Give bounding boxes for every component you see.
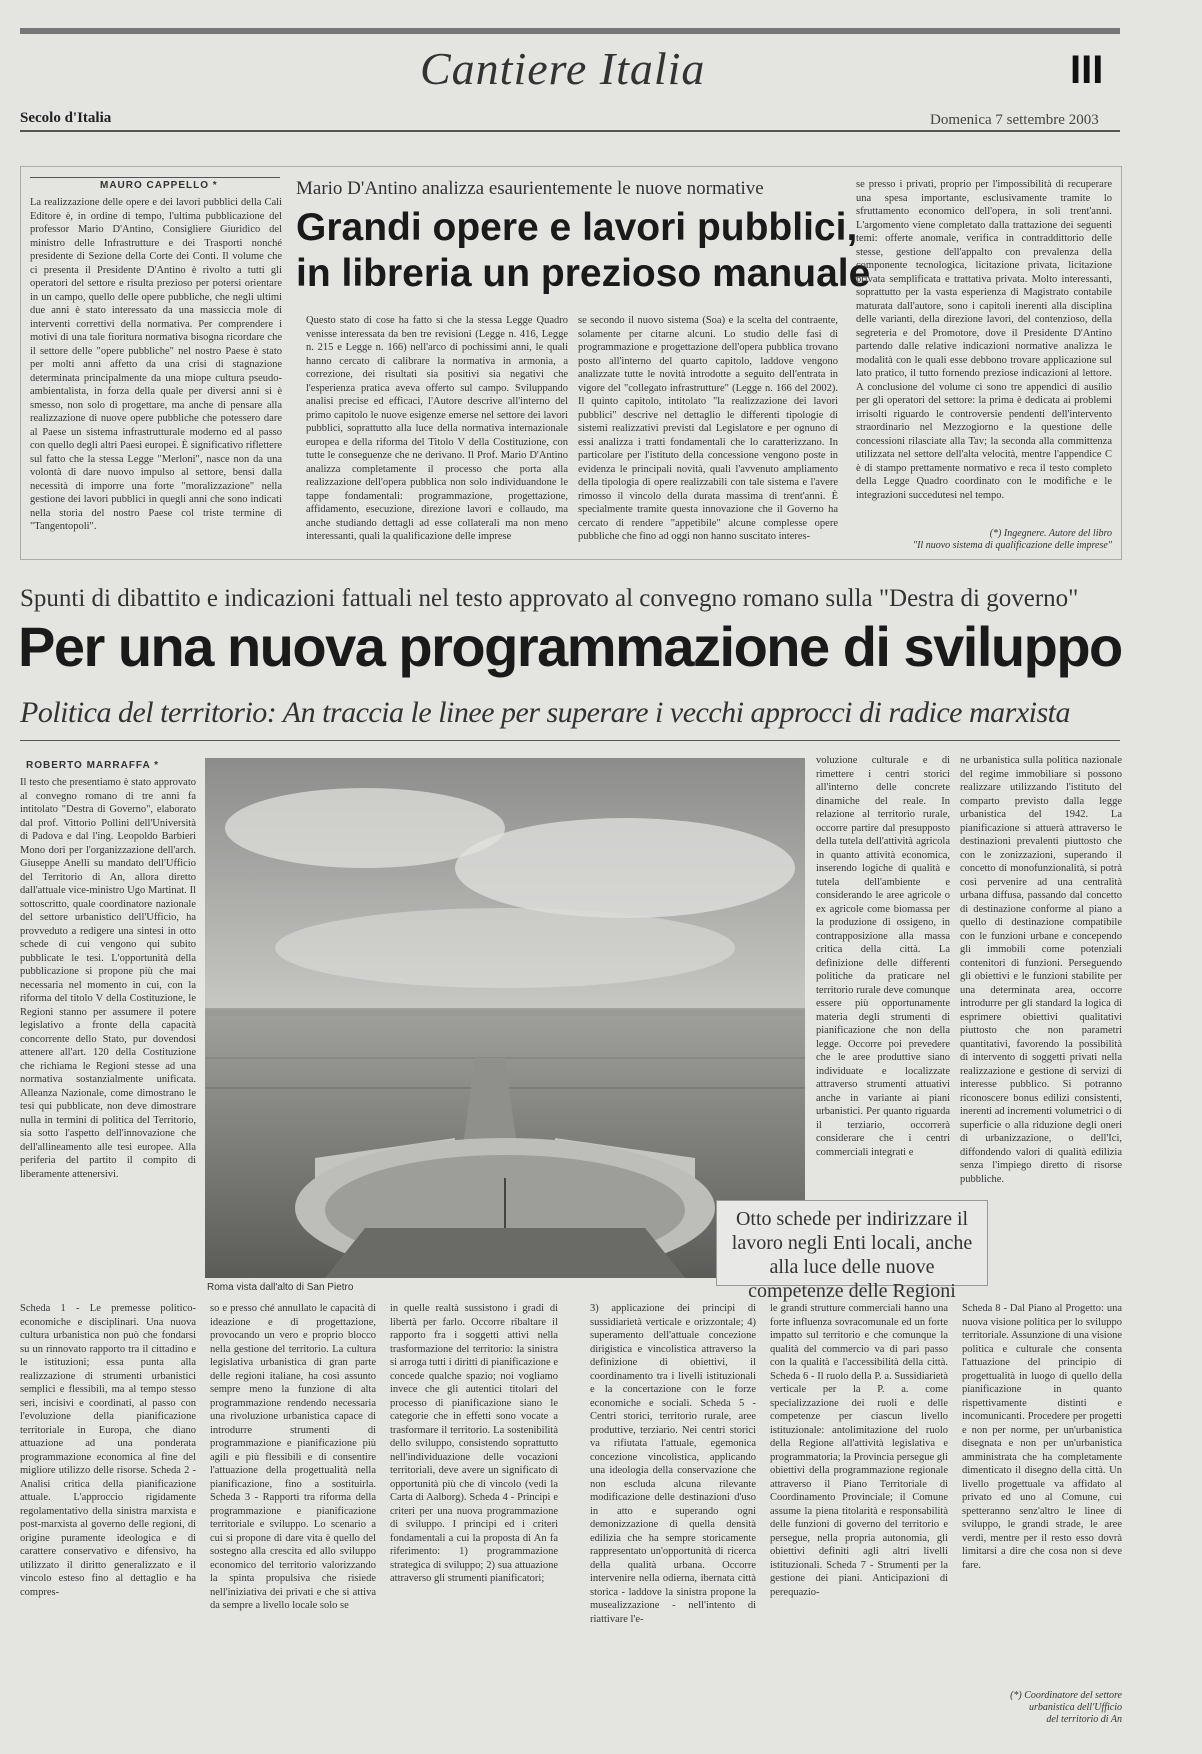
article2-col-f-text: voluzione culturale e di rimettere i centri storici all'interno delle concrete dinamiche del reale. In relazione al territorio rurale, occorre partire dal presupposto della tutela dell'attività agricola in quanto attività economica, inserendo logiche di qualità e tutela dell'ambiente e considerando le aree agricole o ex agricole come biomassa per la produzione di ossigeno, in contrapposizione alla massa critica della città. La definizione delle differenti politiche da praticare nel territorio rurale deve comunque essere più opportunamente materia degli strumenti di pianificazione che non della legge. Occorre poi prevedere che le aree produttive siano individuate e localizzate attraverso strumenti attuativi anche in variante ai piani urbanistici. Per quanto riguarda il terziario, occorrerà considerare che i centri commerciali integrati e: [816, 755, 950, 1158]
article2-col-d-text: in quelle realtà sussistono i gradi di libertà per farlo. Occorre ribaltare il rapporto fra i soggetti attivi nella trasformazione del territorio: la sinistra si arroga tutti i diritti di pianificazione e concede qualche spazio; noi vogliamo invece che gli autentici titolari del processo di pianificazione siano le categorie che in effetti sono vocate a trasformare il territorio. La sostenibilità dello sviluppo, consistendo soprattutto nell'individuazione delle vocazioni territoriali, deve avere un significato di opportunità più che di vincolo (vedi la Carta di Aalborg). Scheda 4 - Principi e criteri per una nuova programmazione di sviluppo. I principi ed i criteri fondamentali a cui la proposta di An fa riferimento: 1) programmazione strategica di sviluppo; 2) sua attuazione attraverso gli strumenti pianificatori;: [390, 1303, 558, 1584]
st-peters-photo: [205, 758, 805, 1278]
article2-col-b: [20, 1302, 196, 1742]
article2-col-b-text: Scheda 1 - Le premesse politico-economiche e disciplinari. Una nuova cultura urbanistica non può che fondarsi su un rinnovato rapporto tra il cittadino e le istituzioni; essa punta alla realizzazione di strumenti urbanistici semplici e flessibili, ma al tempo stesso seri, incisivi e coordinati, al passo con l'evoluzione della pianificazione territoriale in Europa, che diano attuazione ad una ponderata programmazione economica al fine del migliore utilizzo delle risorse. Scheda 2 - Analisi critica della pianificazione attuale. L'approccio rigidamente regolamentativo della sinistra marxista e post-marxista al governo delle regioni, di origine puramente ideologica e di carattere conservativo e difensivo, ha utilizzato il diritto generalizzato e il vincolo esteso fino al dettaglio e ha compres-: [20, 1303, 196, 1598]
article1-col4: [856, 178, 1112, 518]
article2-footnote-line2: urbanistica dell'Ufficio: [1029, 1702, 1122, 1713]
masthead-rule: [20, 130, 1120, 132]
article1-col3: [578, 314, 838, 546]
article2-kicker: Spunti di dibattito e indicazioni fattuali nel testo approvato al convegno romano sulla "Destra di governo": [20, 585, 1079, 612]
article1-subtitle: Mario D'Antino analizza esaurientemente le nuove normative: [296, 178, 764, 199]
article2-headline: Per una nuova programmazione di sviluppo: [18, 615, 1122, 678]
article2-col-g: [770, 1302, 948, 1742]
article2-col-a-text: Il testo che presentiamo è stato approvato al convegno romano di tre anni fa intitolato "Destra di Governo", elaborato dal prof. Vittorio Pollini dell'Università di Padova e dal l'ing. Leopoldo Barbieri Mono dori per l'organizzazione dell'arch. Giuseppe Anelli su mandato dell'Ufficio del Territorio di An, allora diretto dall'attuale vice-ministro Ugo Martinat. Il sottoscritto, quale coordinatore nazionale del settore urbanistico dell'Ufficio, ha provveduto a redigere una sintesi in otto schede di cui vengono qui subito pubblicate le tesi. L'opportunità della pubblicazione si propone più che mai necessaria nel momento in cui, con la riforma del titolo V della Costituzione, le Regioni stanno per assumere il potere legislativo a fronte della capacità concorrente dello Stato, pur dovendosi attenere all'art. 120 della Costituzione che richiama le Regioni stesse ad una normativa sostanzialmente unificata. Alleanza Nazionale, come dimostrano le tesi qui pubblicate, non deve dimostrare nulla in termini di politica del Territorio, sia sotto l'aspetto dell'innovazione che dell'allineamento alle tesi europee. Alla periferia del partito il compito di liberamente attenersivi.: [20, 777, 196, 1180]
article2-footnote-line3: del territorio di An: [1046, 1714, 1122, 1725]
article1-col1-text: La realizzazione delle opere e dei lavori pubblici della Cali Editore è, in ordine di tempo, l'ultima pubblicazione del professor Mario D'Antino, Consigliere Giuridico del ministro delle Infrastrutture e dei Trasporti nonché presidente di Sezione della Corte dei Conti. Il volume che ci presenta il Presidente D'Antino è rivolto a tutti gli operatori del settore e risulta prezioso per potersi orientare in un campo, quello delle opere pubbliche, che negli ultimi due anni è stato interessato da una massiccia mole di interventi correttivi della normativa. Per comprendere i motivi di una tale fioritura normativa bisogna ricordare che il settore delle "opere pubbliche" nel nostro Paese è stato per molti anni affetto da una crisi di stagnazione determinata principalmente da una miope cultura pseudo-ambientalista, in forza della quale per diversi anni si è smesso, non solo di progettare, ma anche di pensare alla realizzazione di nuove opere pubbliche che potessero dare al Paese un sistema infrastrutturale moderno ed al passo con quello degli altri Paesi europei. È significativo riflettere sul fatto che la stessa Legge "Merloni", nasce non da una volontà di dare nuovo impulso al settore, bensì dalla necessità di imporre una forte "moralizzazione" nella gestione dei lavori pubblici in quegli anni che sono indicati nella storia del nostro Paese col triste termine di "Tangentopoli".: [30, 197, 282, 532]
article1-col2: [306, 314, 568, 546]
article2-col-a: [20, 776, 196, 1280]
basilica-roof: [325, 1228, 685, 1278]
article2-subheadline: Politica del territorio: An traccia le linee per superare i vecchi approcci di radice marxista: [20, 696, 1070, 729]
article1-headline-line1: Grandi opere e lavori pubblici,: [296, 206, 858, 249]
article2-rule: [20, 740, 1120, 741]
article2-col-d: [390, 1302, 558, 1742]
article2-col-g-text: le grandi strutture commerciali hanno una forte influenza sovracomunale ed un forte impatto sul territorio e che comunque la qualità del commercio va di pari passo con la qualità e l'accessibilità della città. Scheda 6 - Il ruolo della P. a. Sussidiarietà verticale per la P. a. come specializzazione dei ruoli e delle competenze per ciascun livello istituzionale: antolimitazione del ruolo della Regione all'attività legislativa e programmatoria; la Provincia persegue gli obiettivi della programmazione regionale attraverso il Piano Territoriale di Coordinamento Provinciale; il Comune assume la piena titolarità e responsabilità delle funzioni di governo del territorio e persegue, nella propria autonomia, gli obiettivi definiti agli altri livelli istituzionali. Scheda 7 - Strumenti per la gestione dei piani. Anticipazioni di perequazio-: [770, 1303, 948, 1598]
article1-col3-text: se secondo il nuovo sistema (Soa) e la scelta del contraente, solamente per citarne alcuni. Lo studio delle fasi di programmazione e progettazione dell'opera pubblica trovano posto all'interno del quarto capitolo, laddove vengono analizzate tutte le novità introdotte a seguito dell'entrata in vigore del "collegato infrastrutture" (Legge n. 166 del 2002). Il quinto capitolo, intitolato "la realizzazione dei lavori pubblici" descrive nel dettaglio le differenti tipologie di sistemi realizzativi previsti dal Legislatore e per ognuno di essi analizza i tratti fondamentali che lo caratterizzano. In particolare per l'istituto della concessione vengono poste in evidenza le principali novità, quali l'avvenuto ampliamento della tipologia di opere realizzabili con tale sistema e l'avere rimosso il vincolo della durata massima di trent'anni. È specialmente tramite questa innovazione che il Governo ha cercato di rendere "appetibile" alcune complesse opere pubbliche che fino ad oggi non hanno suscitato interes-: [578, 315, 838, 542]
byline-rule: [30, 177, 280, 178]
article2-col-e-text: 3) applicazione dei principi di sussidiarietà verticale e orizzontale; 4) superamento dell'attuale concezione dirigistica e vincolistica attraverso la definizione di obiettivi, il coordinamento tra i livelli istituzionali e la concertazione con le forze economiche e sociali. Scheda 5 - Centri storici, territorio rurale, aree produttive, terziario. Nei centri storici va rifiutata l'attuale, egemonica concezione vincolistica, applicando una ideologia della conservazione che non escluda alcuna rilevante modificazione delle destinazioni d'uso in atto e superando ogni demonizzazione di quella densità edilizia che ha sempre storicamente rappresentato un'opportunità di ricerca della qualità urbana. Occorre intervenire nella odierna, ibernata città storica - laddove la sinistra propone la musealizzazione - nell'intento di riattivare l'e-: [590, 1303, 756, 1625]
article1-byline: MAURO CAPPELLO *: [100, 180, 218, 191]
top-rule: [20, 28, 1120, 34]
article2-col-c-text: so e presso ché annullato le capacità di ideazione e di progettazione, provocando un vero e proprio blocco nella gestione del territorio. La cultura legislativa urbanistica di gran parte delle regioni italiane, ha così assunto sempre meno la funzione di alta programmazione rendendo necessaria una rivoluzione urbanistica capace di introdurre strumenti di programmazione e pianificazione più agili e più flessibili e di consentire l'attuazione della progettualità nella pianificazione, fino a sostituirla. Scheda 3 - Rapporti tra riforma della programmazione e pianificazione territoriale e sviluppo. Lo scenario a cui si propone di dare vita è quello del sostegno alla crescita ed allo sviluppo economico del territorio valorizzando la spinta propulsiva che risiede nell'iniziativa dei privati e che si attiva da sempre a livello locale solo se: [210, 1303, 376, 1611]
issue-date: Domenica 7 settembre 2003: [930, 112, 1099, 128]
article1-col4-text: se presso i privati, proprio per l'impossibilità di recuperare una spesa importante, esclusivamente tramite lo sfruttamento economico dell'opera, in soli trent'anni. L'argomento viene completato dalla trattazione dei seguenti temi: offerte anomale, verifica in contraddittorio delle stesse, gestione dell'appalto con prevalenza della componente tecnologica, licitazione privata, licitazione privata semplificata e trattativa privata. Molto interessanti, soprattutto per la vasta esperienza di Magistrato contabile maturata dall'autore, sono i capitoli inerenti alla disciplina delle varianti, della direzione lavori, del contenzioso, della segreteria e del Promotore, dove il Presidente D'Antino partendo dalle relative indicazioni normative analizza le modalità con le quali esse debbono trovare applicazione sul lato pratico, il tutto fornendo preziose indicazioni al lettore. A conclusione del volume ci sono tre appendici di ausilio per gli operatori del settore: la prima è dedicata ai problemi irrisolti riguardo le controversie pendenti dell'intervento straordinario nel Mezzogiorno e la questione delle concessioni rilasciate alla Tav; la seconda alla committenza utilizzata nel settore dell'alta velocità, mentre l'appendice C è di stampo prettamente normativo e reca il testo completo della Legge Quadro coordinato con le modifiche e le integrazioni succedutesi nel tempo.: [856, 179, 1112, 501]
pullquote-text: Otto schede per indirizzare il lavoro negli Enti locali, anche alla luce delle nuove competenze delle Regioni: [731, 1208, 973, 1302]
article2-col-h-text: ne urbanistica sulla politica nazionale del regime immobiliare si possono realizzare utilizzando l'istituto del comparto previsto dalla legge urbanistica del 1942. La pianificazione si attuerà attraverso le destinazioni prevalenti piuttosto che con le zonizzazioni, superando il concetto di monofunzionalità, si potrà così pervenire ad una centralità urbana diffusa, passando dal concetto di destinazione conforme al piano a quello di destinazione compatibile con le funzioni urbane e concependo gli immobili come potenziali contenitori di funzioni. Perseguendo gli obiettivi e le funzioni stabilite per una determinata area, occorre introdurre per gli standard la logica di esprimere obiettivi qualitativi piuttosto che non parametri quantitativi, favorendo la possibilità di intervento di soggetti privati nella realizzazione e gestione di servizi di interesse pubblico. Si potranno riconoscere bonus edilizi consistenti, inerenti ad incrementi volumetrici o di superficie o alla riduzione degli oneri di urbanizzazione, o dell'Ici, diffondendo valori di qualità edilizia senza l'impiego diretto di risorse pubbliche.: [960, 755, 1122, 1185]
article1-col2-text: Questo stato di cose ha fatto sì che la stessa Legge Quadro venisse interessata da ben tre revisioni (Legge n. 416, Legge n. 215 e Legge n. 166) nell'arco di pochissimi anni, le quali hanno cercato di calibrare la normativa in armonia, a correzione, dei risultati sia positivi sia negativi che l'esperienza pratica aveva offerto sul campo. Sviluppando analisi precise ed efficaci, l'Autore descrive all'interno del primo capitolo le nuove esigenze emerse nel settore dei lavori pubblici, soprattutto alla luce della normativa internazionale europea e della riforma del Titolo V della Costituzione, con tutte le conseguenze che ne derivano. Il Prof. Mario D'Antino analizza completamente il processo che porta alla realizzazione dell'opera pubblica non solo individuandone le tappe fondamentali: programmazione, progettazione, affidamento, esecuzione, direzione lavori e collaudo, ma anche studiando dettagli ad esse collaterali ma non meno interessanti, quali la qualificazione delle imprese: [306, 315, 568, 542]
section-title: Cantiere Italia: [420, 43, 706, 94]
photo-caption: Roma vista dall'alto di San Pietro: [207, 1282, 354, 1293]
article2-col-i: [962, 1302, 1122, 1662]
horizon: [205, 1010, 805, 1016]
pullquote-box: [716, 1200, 988, 1302]
masthead: Secolo d'Italia: [20, 110, 112, 126]
page-mark: III: [1070, 48, 1104, 92]
article1-footnote: [856, 528, 1112, 552]
article2-col-i-text: Scheda 8 - Dal Piano al Progetto: una nuova visione politica per lo sviluppo territoriale. Assunzione di una visione politica e culturale che consenta l'attuazione del principio di progettualità in luogo di quello della pianificazione in quanto rispettivamente distinti e incomunicanti. Procedere per progetti e non per norme, per un'urbanistica disegnata e non per un'urbanistica amministrata che ha completamente dimenticato il disegno della città. Un livello progettuale va affidato al privato ed uno al Comune, cui spetteranno senz'altro le linee di sviluppo, le grandi strade, le aree verdi, mentre per il resto esso dovrà limitarsi a dire che cosa non si deve fare.: [962, 1303, 1122, 1571]
article1-footnote-line1: (*) Ingegnere. Autore del libro: [989, 528, 1112, 539]
article1-footnote-line2: "Il nuovo sistema di qualificazione delle imprese": [912, 540, 1112, 551]
article1-headline-line2: in libreria un prezioso manuale: [296, 252, 871, 295]
article2-footnote: [962, 1690, 1122, 1726]
article2-col-f: [816, 754, 950, 1198]
article1-headline: [296, 205, 870, 297]
article2-footnote-line1: (*) Coordinatore del settore: [1010, 1690, 1122, 1701]
article1-col1: [30, 196, 282, 546]
cloud: [455, 818, 795, 918]
article2-byline: ROBERTO MARRAFFA *: [26, 760, 159, 771]
cloud: [275, 908, 735, 988]
article2-col-c: [210, 1302, 376, 1742]
article2-col-e: [590, 1302, 756, 1742]
